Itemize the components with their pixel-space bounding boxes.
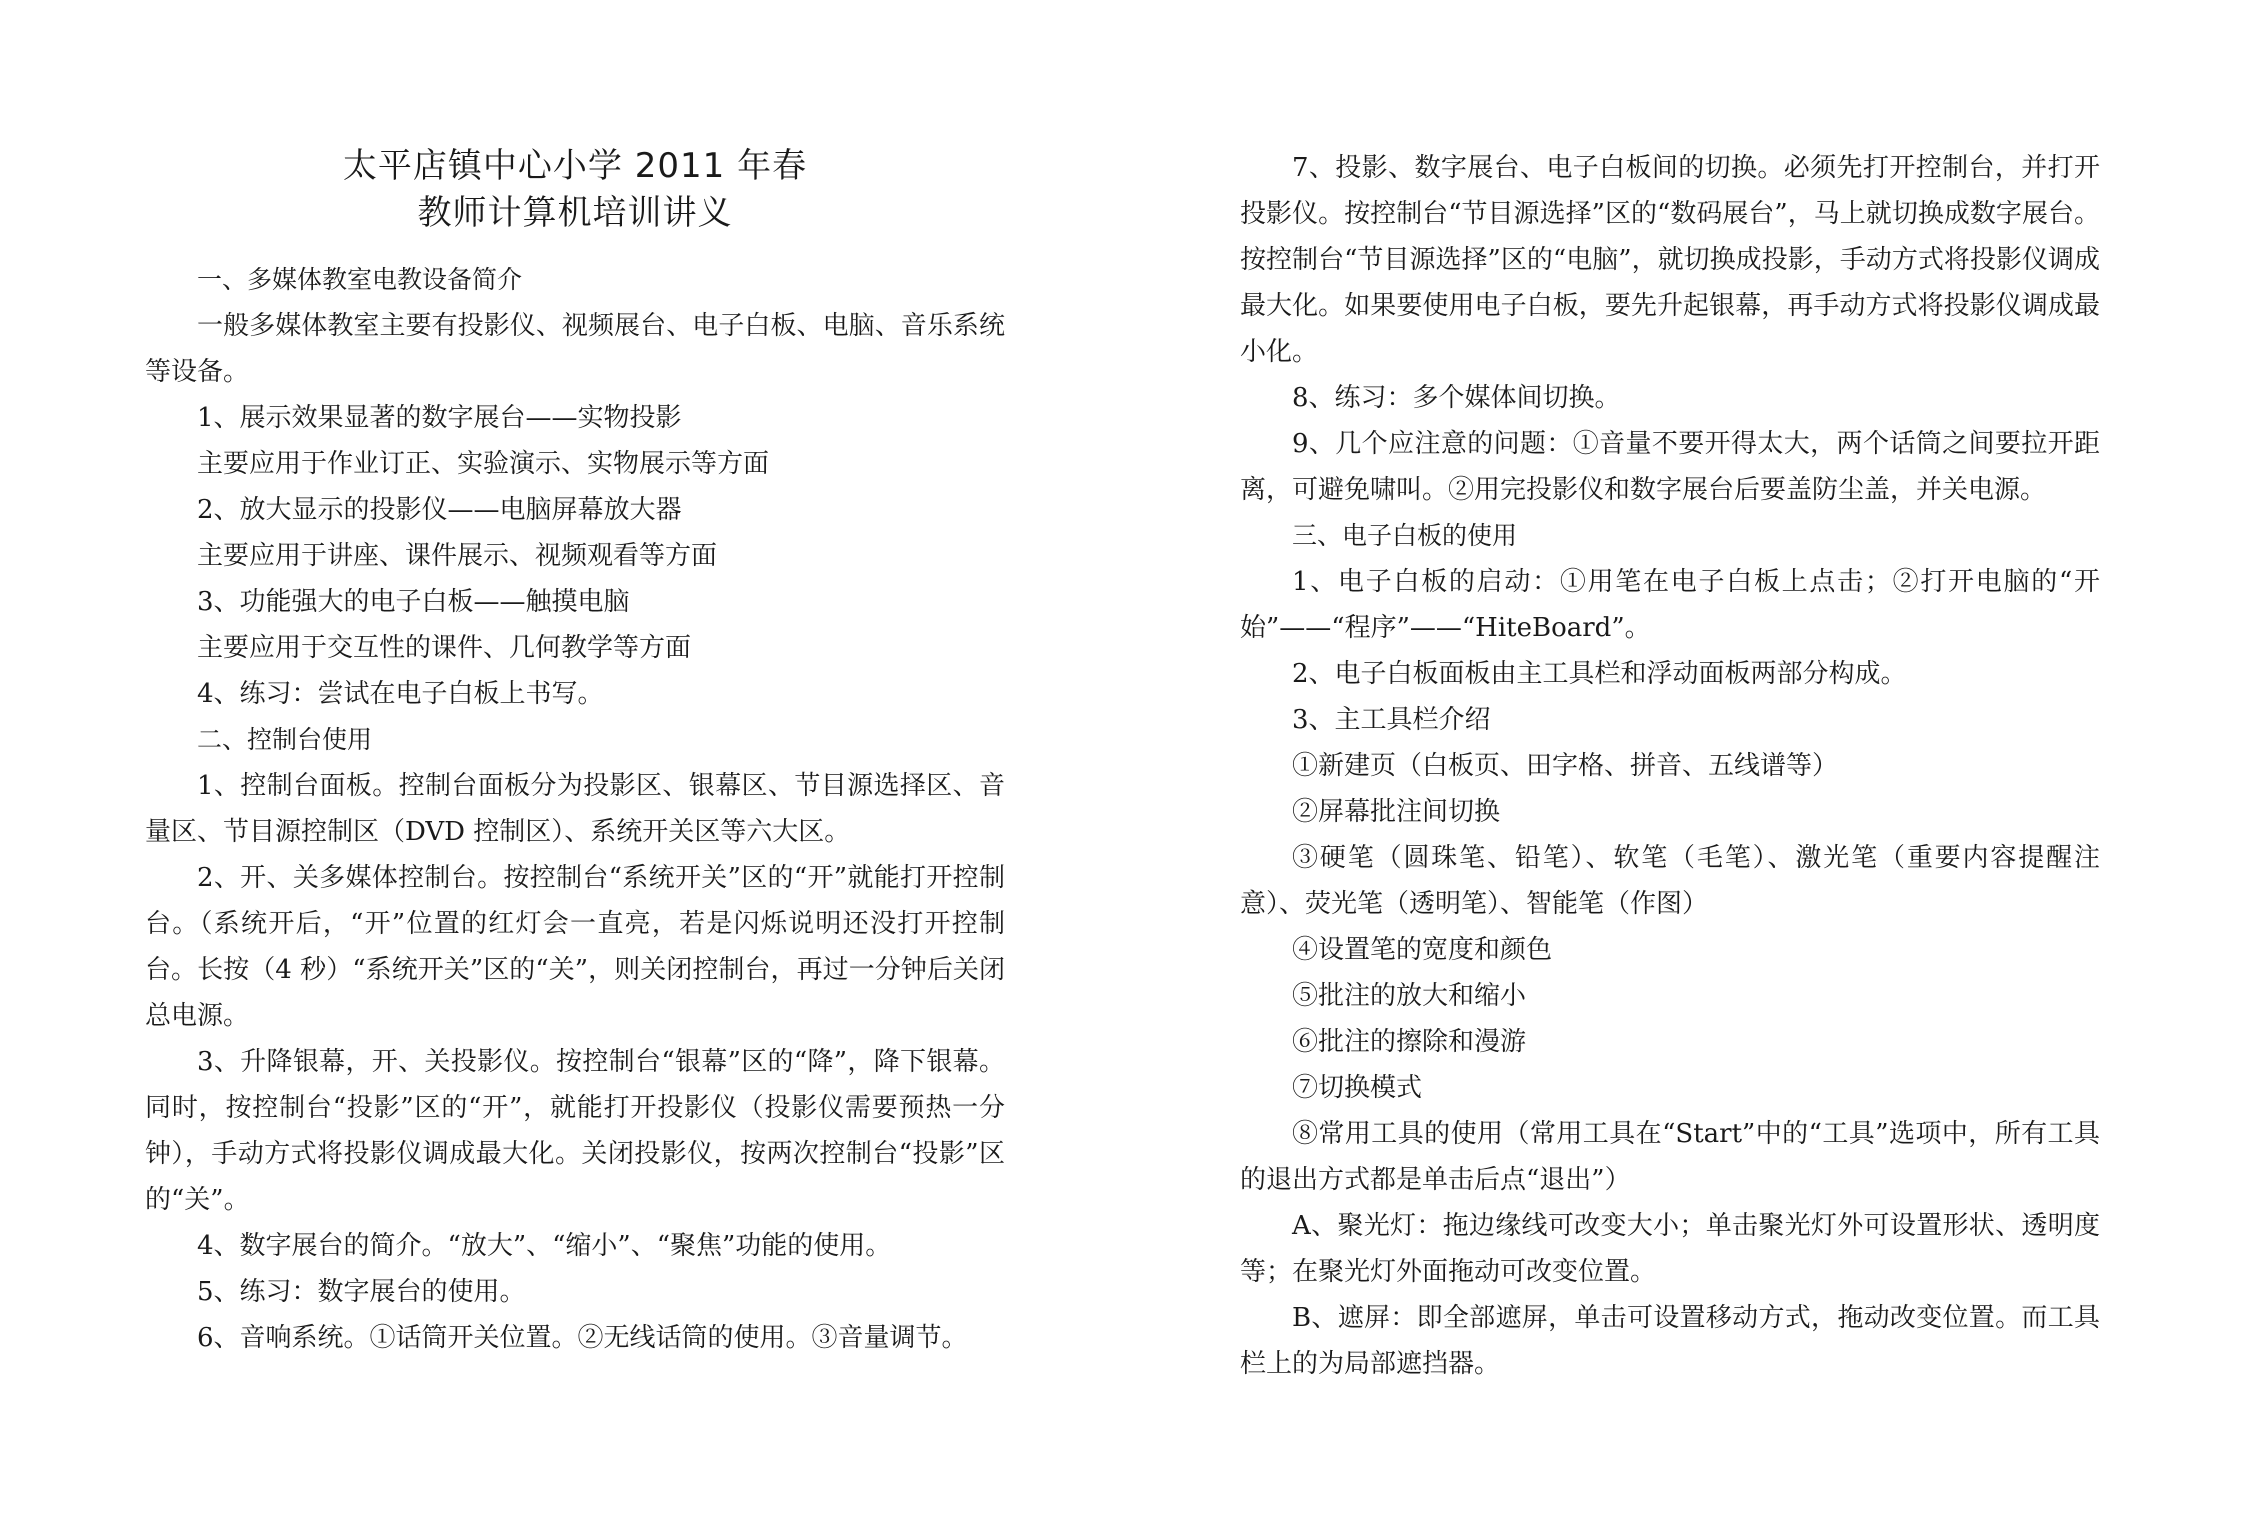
toolbar-item-5: ⑤批注的放大和缩小 <box>1292 981 1527 1011</box>
toolbar-item-1: ①新建页（白板页、田字格、拼音、五线谱等） <box>1292 751 1839 781</box>
section-1-item-1: 1、展示效果显著的数字展台——实物投影 <box>197 403 682 433</box>
section-2-para-1: 1、控制台面板。控制台面板分为投影区、银幕区、节目源选择区、音量区、节目源控制区（DVD 控制区）、系统开关区等六大区。 <box>145 771 1005 847</box>
document-title-line-2: 教师计算机培训讲义 <box>417 193 733 233</box>
section-2-para-7: 7、投影、数字展台、电子白板间的切换。必须先打开控制台，并打开投影仪。按控制台“节目源选择”区的“数码展台”，马上就切换成数字展台。按控制台“节目源选择”区的“电脑”，就切换成投影，手动方式将投影仪调成最大化。如果要使用电子白板，要先升起银幕，再手动方式将投影仪调成最小化。 <box>1240 153 2100 367</box>
section-1-item-2-desc: 主要应用于讲座、课件展示、视频观看等方面 <box>197 541 718 571</box>
section-1-item-1-desc: 主要应用于作业订正、实验演示、实物展示等方面 <box>197 449 770 479</box>
toolbar-item-6: ⑥批注的擦除和漫游 <box>1292 1027 1527 1057</box>
section-1-item-2: 2、放大显示的投影仪——电脑屏幕放大器 <box>197 495 682 525</box>
right-column <box>1240 0 2100 1387</box>
section-1-item-3-desc: 主要应用于交互性的课件、几何教学等方面 <box>197 633 692 663</box>
section-1-heading: 一、多媒体教室电教设备简介 <box>197 265 523 294</box>
section-3-para-3: 3、主工具栏介绍 <box>1292 705 1491 735</box>
section-2-heading: 二、控制台使用 <box>197 725 373 754</box>
section-3-para-1: 1、电子白板的启动：①用笔在电子白板上点击；②打开电脑的“开始”——“程序”——“HiteBoard”。 <box>1240 567 2100 643</box>
toolbar-item-2: ②屏幕批注间切换 <box>1292 797 1501 827</box>
section-2-para-8: 8、练习：多个媒体间切换。 <box>1292 383 1621 413</box>
toolbar-item-4: ④设置笔的宽度和颜色 <box>1292 935 1553 965</box>
tool-spotlight: A、聚光灯：拖边缘线可改变大小；单击聚光灯外可设置形状、透明度等；在聚光灯外面拖动可改变位置。 <box>1240 1211 2100 1287</box>
section-1-intro: 一般多媒体教室主要有投影仪、视频展台、电子白板、电脑、音乐系统等设备。 <box>145 311 1005 387</box>
section-2-para-3: 3、升降银幕，开、关投影仪。按控制台“银幕”区的“降”，降下银幕。同时，按控制台“投影”区的“开”，就能打开投影仪（投影仪需要预热一分钟），手动方式将投影仪调成最大化。关闭投影仪，按两次控制台“投影”区的“关”。 <box>145 1047 1005 1215</box>
section-2-para-6: 6、音响系统。①话筒开关位置。②无线话筒的使用。③音量调节。 <box>197 1323 968 1353</box>
section-3-para-2: 2、电子白板面板由主工具栏和浮动面板两部分构成。 <box>1292 659 1907 689</box>
section-1-item-4: 4、练习：尝试在电子白板上书写。 <box>197 679 604 709</box>
left-column <box>145 0 1005 1361</box>
toolbar-item-3: ③硬笔（圆珠笔、铅笔）、软笔（毛笔）、激光笔（重要内容提醒注意）、荧光笔（透明笔）、智能笔（作图） <box>1240 843 2100 919</box>
section-3-heading: 三、电子白板的使用 <box>1292 521 1518 550</box>
section-1-item-3: 3、功能强大的电子白板——触摸电脑 <box>197 587 630 617</box>
toolbar-item-7: ⑦切换模式 <box>1292 1073 1423 1103</box>
section-2-para-2: 2、开、关多媒体控制台。按控制台“系统开关”区的“开”就能打开控制台。（系统开后，“开”位置的红灯会一直亮，若是闪烁说明还没打开控制台。长按（4 秒）“系统开关”区的“关”，则关闭控制台，再过一分钟后关闭总电源。 <box>145 863 1005 1031</box>
section-2-para-5: 5、练习：数字展台的使用。 <box>197 1277 526 1307</box>
document-title-line-1: 太平店镇中心小学 2011 年春 <box>342 146 808 186</box>
tool-screen-shade: B、遮屏：即全部遮屏，单击可设置移动方式，拖动改变位置。而工具栏上的为局部遮挡器。 <box>1240 1303 2100 1379</box>
section-2-para-4: 4、数字展台的简介。“放大”、“缩小”、“聚焦”功能的使用。 <box>197 1231 892 1261</box>
section-2-para-9: 9、几个应注意的问题：①音量不要开得太大，两个话筒之间要拉开距离，可避免啸叫。②用完投影仪和数字展台后要盖防尘盖，并关电源。 <box>1240 429 2100 505</box>
toolbar-item-8: ⑧常用工具的使用（常用工具在“Start”中的“工具”选项中，所有工具的退出方式都是单击后点“退出”） <box>1240 1119 2100 1195</box>
